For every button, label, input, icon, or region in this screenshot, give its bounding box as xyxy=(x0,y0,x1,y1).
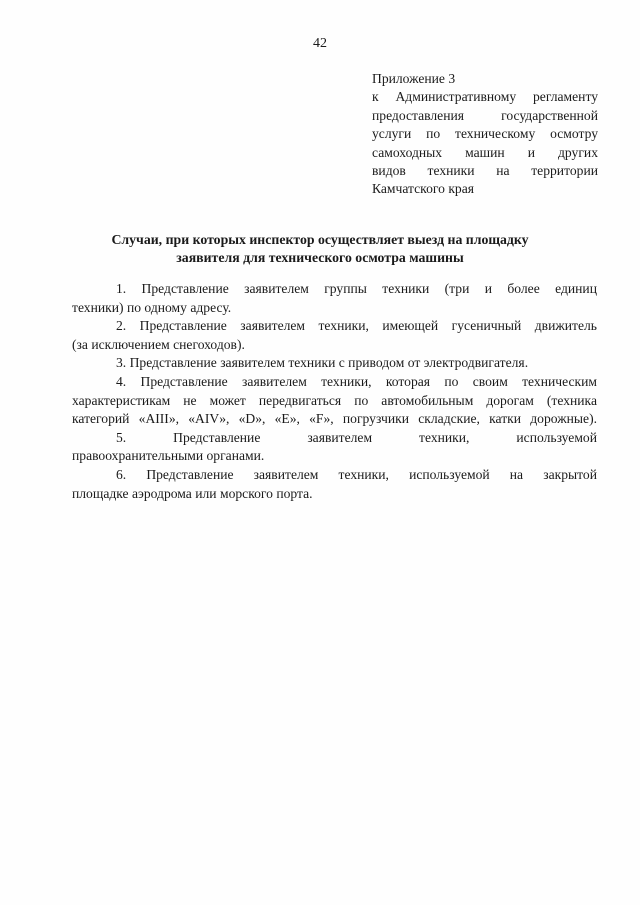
document-title xyxy=(0,231,640,266)
title-line: Случаи, при которых инспектор осуществляет выезд на площадку xyxy=(111,232,529,247)
paragraph-2-line: 2. Представление заявителем техники, имеющей гусеничный движитель xyxy=(116,318,597,334)
paragraph-2-line: (за исключением снегоходов). xyxy=(72,336,245,352)
paragraph-5-line: правоохранительными органами. xyxy=(72,448,265,464)
paragraph-6-line: площадке аэродрома или морского порта. xyxy=(72,485,313,501)
document-body xyxy=(72,280,597,503)
paragraph-5-line: 5. Представление заявителем техники, используемой xyxy=(116,429,597,445)
paragraph-1-line: 1. Представление заявителем группы техники (три и более единиц xyxy=(116,281,597,296)
appendix-line: к Административному регламенту xyxy=(372,89,598,105)
paragraph-4-line: категорий «АIII», «АIV», «D», «E», «F», погрузчики складские, катки дорожные). xyxy=(72,411,597,427)
paragraph-3-line: 3. Представление заявителем техники с приводом от электродвигателя. xyxy=(116,355,529,371)
paragraph-6-line: 6. Представление заявителем техники, используемой на закрытой xyxy=(116,466,597,482)
appendix-line: услуги по техническому осмотру xyxy=(372,126,598,142)
appendix-header xyxy=(372,70,598,199)
appendix-line: видов техники на территории xyxy=(372,163,598,179)
paragraph-1-line: техники) по одному адресу. xyxy=(72,299,232,315)
appendix-line: Приложение 3 xyxy=(372,71,456,86)
appendix-line: самоходных машин и других xyxy=(372,144,598,160)
appendix-line: Камчатского края xyxy=(372,181,475,197)
title-line: заявителя для технического осмотра машины xyxy=(176,249,464,265)
appendix-line: предоставления государственной xyxy=(372,107,598,123)
paragraph-4-line: характеристикам не может передвигаться по автомобильным дорогам (техника xyxy=(72,392,597,408)
page-number: 42 xyxy=(313,36,327,51)
paragraph-4-line: 4. Представление заявителем техники, которая по своим техническим xyxy=(116,373,597,389)
